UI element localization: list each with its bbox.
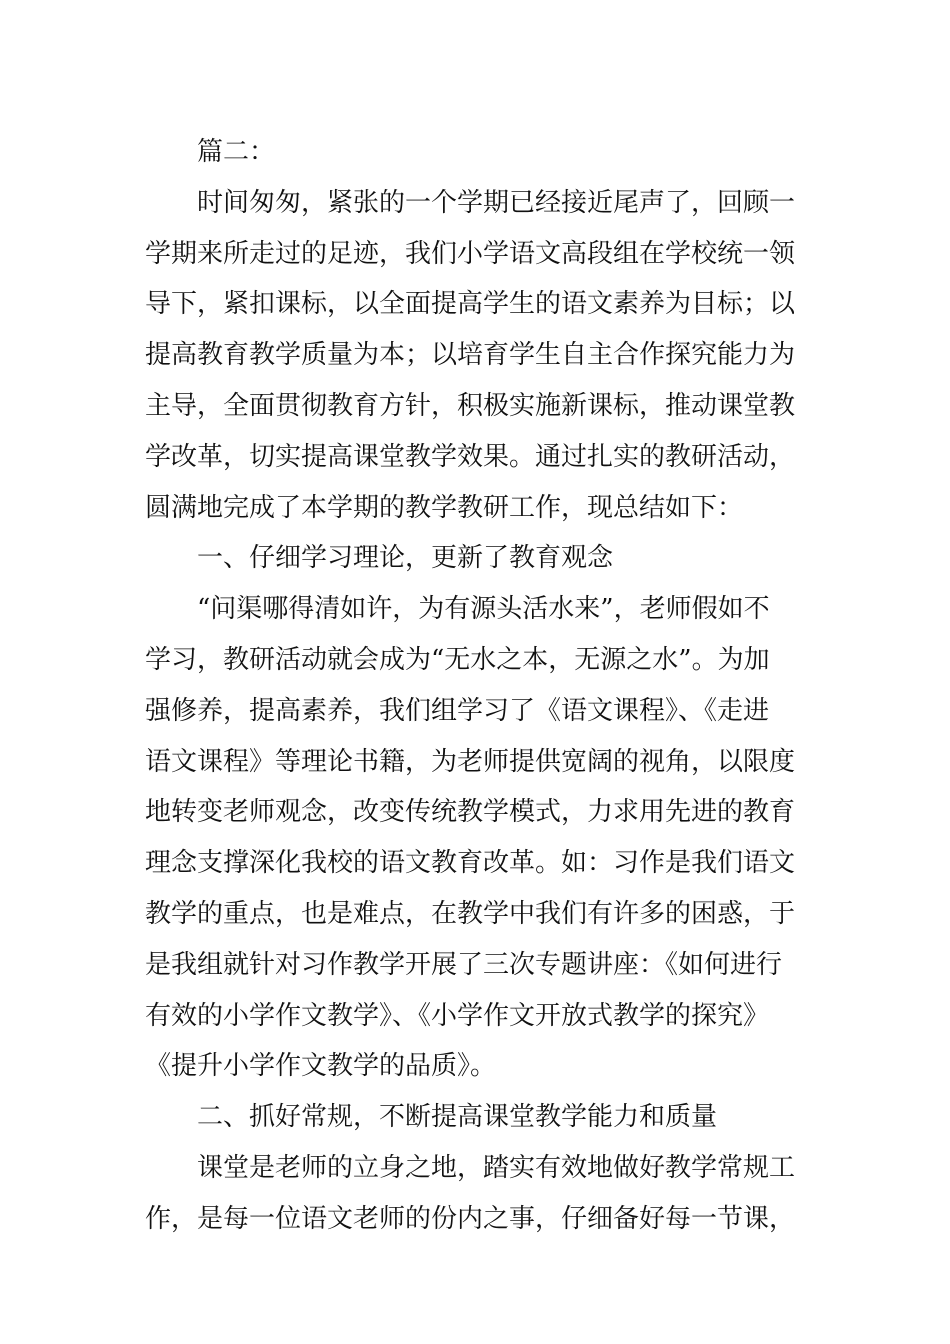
document-body (145, 127, 811, 1245)
text-line: 《提升小学作文教学的品质》。 (145, 1051, 497, 1082)
text-line: 学期来所走过的足迹，我们小学语文高段组在学校统一领 (145, 238, 796, 269)
text-line: “问渠哪得清如许，为有源头活水来”，老师假如不 (197, 594, 770, 625)
text-line: 学改革，切实提高课堂教学效果。通过扎实的教研活动， (145, 441, 796, 472)
text-line: 篇二： (197, 137, 276, 167)
text-line: 有效的小学作文教学》、《小学作文开放式教学的探究》 (145, 1000, 770, 1031)
text-line: 圆满地完成了本学期的教学教研工作，现总结如下： (145, 492, 744, 523)
text-line: 一、仔细学习理论，更新了教育观念 (197, 543, 614, 574)
text-line: 导下，紧扣课标，以全面提高学生的语文素养为目标；以 (145, 289, 796, 320)
text-line: 主导，全面贯彻教育方针，积极实施新课标，推动课堂教 (145, 390, 796, 421)
text-line: 理念支撑深化我校的语文教育改革。如：习作是我们语文 (145, 848, 796, 879)
text-line: 提高教育教学质量为本；以培育学生自主合作探究能力为 (145, 340, 796, 371)
text-line: 作，是每一位语文老师的份内之事，仔细备好每一节课， (145, 1203, 796, 1234)
text-line: 课堂是老师的立身之地，踏实有效地做好教学常规工 (197, 1152, 796, 1183)
text-line: 地转变老师观念，改变传统教学模式，力求用先进的教育 (145, 797, 796, 828)
text-line: 教学的重点，也是难点，在教学中我们有许多的困惑，于 (145, 898, 796, 929)
text-line: 是我组就针对习作教学开展了三次专题讲座：《如何进行 (145, 949, 783, 980)
text-line: 语文课程》等理论书籍，为老师提供宽阔的视角，以限度 (145, 746, 796, 777)
text-line: 时间匆匆，紧张的一个学期已经接近尾声了，回顾一 (197, 187, 796, 218)
text-line: 二、抓好常规，不断提高课堂教学能力和质量 (197, 1102, 718, 1133)
text-line: 强修养，提高素养，我们组学习了《语文课程》、《走进 (145, 695, 770, 726)
text-line: 学习，教研活动就会成为“无水之本，无源之水”。为加 (145, 644, 770, 675)
